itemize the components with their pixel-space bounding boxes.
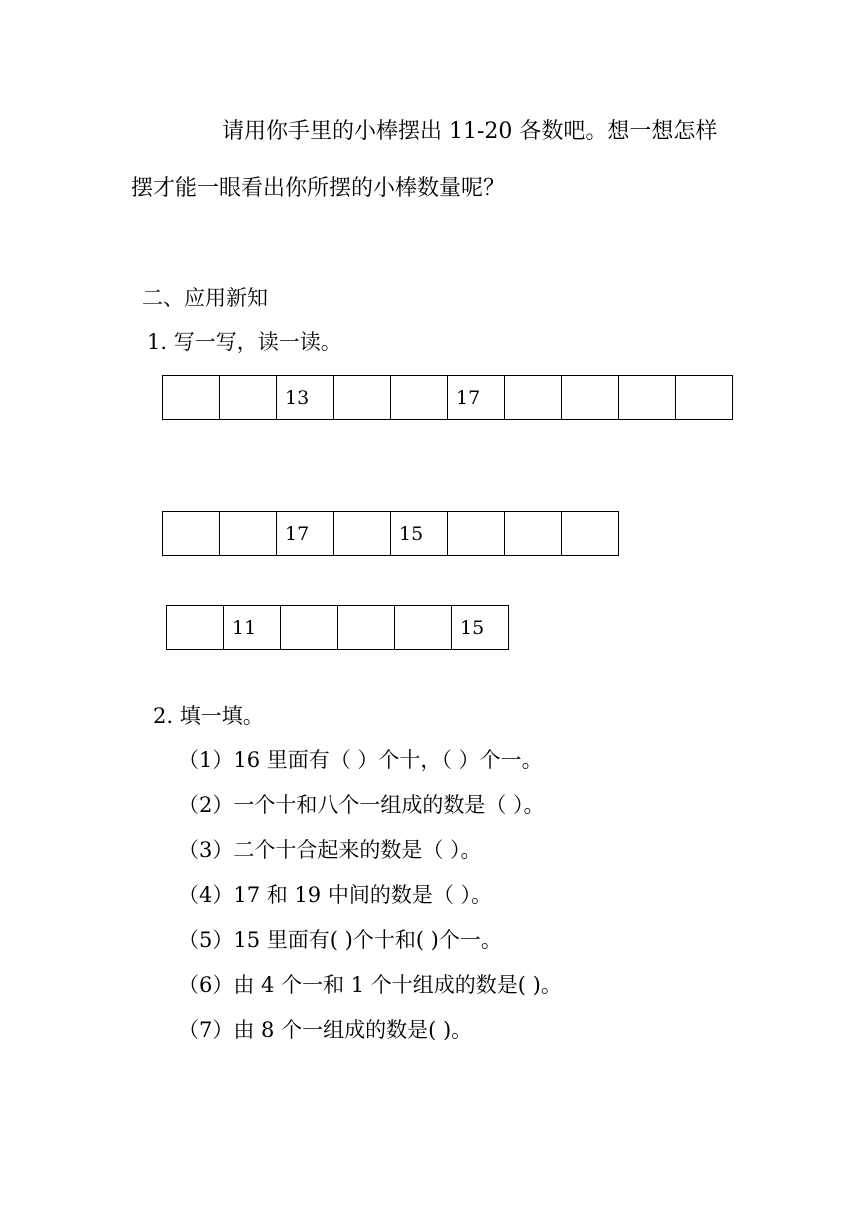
table-cell bbox=[338, 606, 395, 650]
fill-item-4: （4）17 和 19 中间的数是（ ）。 bbox=[178, 883, 493, 907]
table-cell bbox=[562, 512, 619, 556]
table-row bbox=[167, 606, 509, 650]
question-2-title: 2. 填一填。 bbox=[153, 704, 264, 728]
number-sequence-table-3 bbox=[166, 605, 509, 650]
table-cell bbox=[334, 376, 391, 420]
table-cell: 17 bbox=[448, 376, 505, 420]
fill-item-7: （7）由 8 个一组成的数是( )。 bbox=[178, 1018, 473, 1042]
table-cell bbox=[505, 376, 562, 420]
table-cell: 13 bbox=[277, 376, 334, 420]
number-sequence-table-2 bbox=[162, 511, 619, 556]
table-cell bbox=[163, 512, 220, 556]
table-cell bbox=[281, 606, 338, 650]
table-cell bbox=[220, 376, 277, 420]
fill-item-6: （6）由 4 个一和 1 个十组成的数是( )。 bbox=[178, 973, 562, 997]
intro-line-2: 摆才能一眼看出你所摆的小棒数量呢？ bbox=[131, 176, 506, 201]
table-cell bbox=[391, 376, 448, 420]
section-title: 二、应用新知 bbox=[142, 286, 268, 310]
table-cell bbox=[562, 376, 619, 420]
intro-line-1: 请用你手里的小棒摆出 11-20 各数吧。想一想怎样 bbox=[222, 119, 718, 144]
table-cell: 15 bbox=[391, 512, 448, 556]
table-cell bbox=[163, 376, 220, 420]
fill-item-2: （2）一个十和八个一组成的数是（ ）。 bbox=[178, 793, 545, 817]
table-cell bbox=[167, 606, 224, 650]
table-cell bbox=[676, 376, 733, 420]
fill-item-1: （1）16 里面有（ ）个十，（ ）个一。 bbox=[178, 748, 543, 772]
number-sequence-table-1 bbox=[162, 375, 733, 420]
table-row bbox=[163, 376, 733, 420]
table-cell: 15 bbox=[452, 606, 509, 650]
table-cell bbox=[619, 376, 676, 420]
table-row bbox=[163, 512, 619, 556]
fill-item-5: （5）15 里面有( )个十和( )个一。 bbox=[178, 928, 502, 952]
table-cell: 17 bbox=[277, 512, 334, 556]
fill-item-3: （3）二个十合起来的数是（ ）。 bbox=[178, 838, 482, 862]
question-1-title: 1. 写一写，读一读。 bbox=[147, 330, 342, 354]
table-cell bbox=[334, 512, 391, 556]
table-cell bbox=[448, 512, 505, 556]
table-cell bbox=[395, 606, 452, 650]
table-cell bbox=[505, 512, 562, 556]
table-cell: 11 bbox=[224, 606, 281, 650]
table-cell bbox=[220, 512, 277, 556]
